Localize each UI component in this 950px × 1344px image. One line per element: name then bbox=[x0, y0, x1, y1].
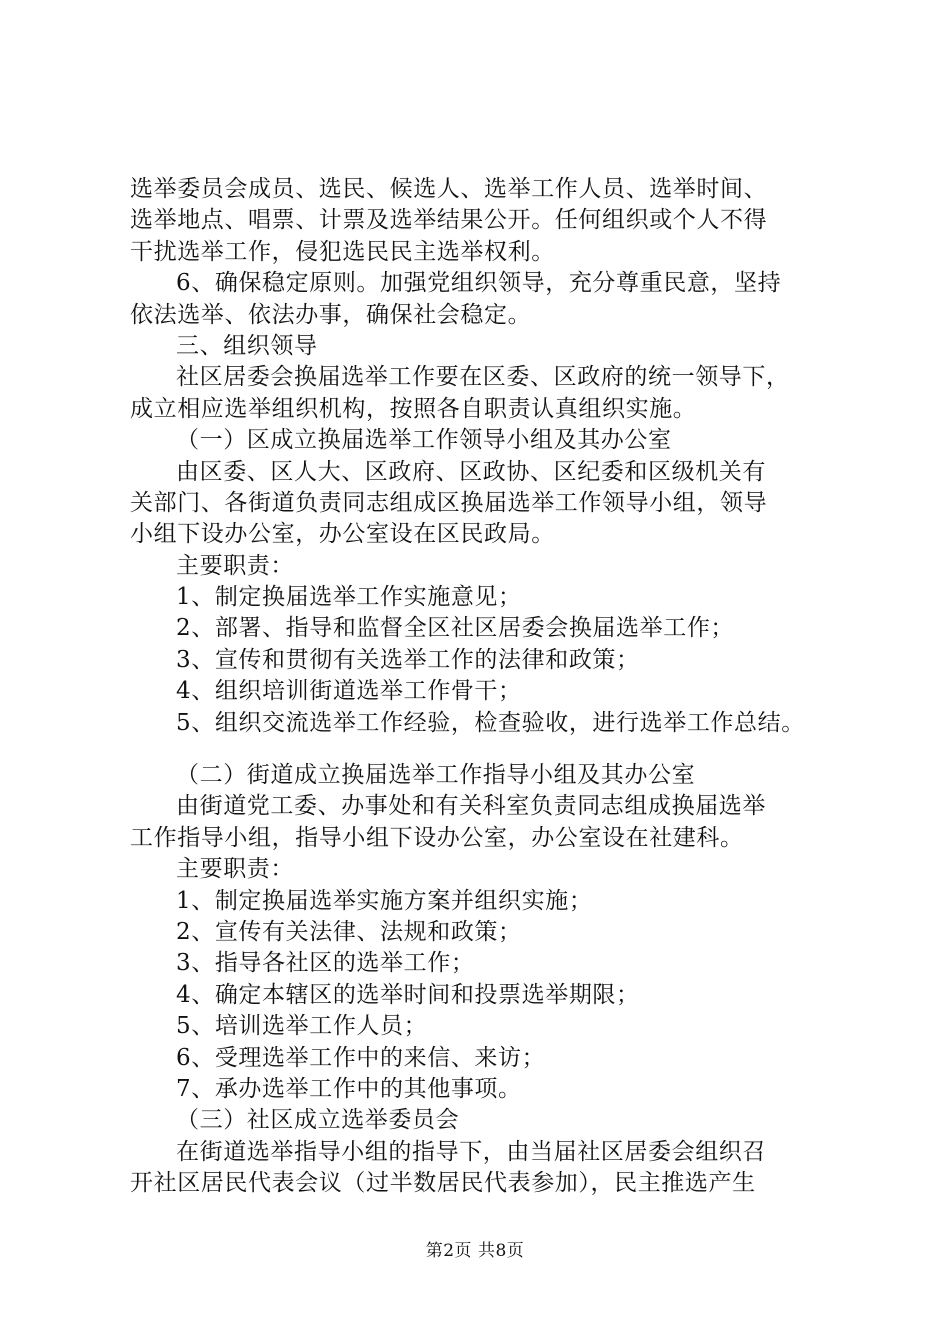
text-line: 主要职责： bbox=[176, 856, 294, 883]
text-line: 成立相应选举组织机构，按照各自职责认真组织实施。 bbox=[130, 395, 697, 422]
list-item: 5、组织交流选举工作经验，检查验收，进行选举工作总结。 bbox=[176, 709, 805, 736]
list-item: 4、组织培训街道选举工作骨干； bbox=[176, 678, 522, 705]
text-line: 依法选举、依法办事，确保社会稳定。 bbox=[130, 301, 532, 328]
text-line: 社区居委会换届选举工作要在区委、区政府的统一领导下， bbox=[176, 364, 790, 391]
list-item: 2、宣传有关法律、法规和政策； bbox=[176, 918, 522, 945]
page-footer: 第2页 共8页 bbox=[425, 1241, 525, 1261]
list-item: 6、受理选举工作中的来信、来访； bbox=[176, 1044, 546, 1071]
list-item: 1、制定换届选举工作实施意见； bbox=[176, 584, 522, 611]
list-item: 3、宣传和贯彻有关选举工作的法律和政策； bbox=[176, 646, 640, 673]
subsection-heading: （三）社区成立选举委员会 bbox=[176, 1107, 460, 1134]
subsection-heading: （一）区成立换届选举工作领导小组及其办公室 bbox=[176, 427, 672, 454]
list-item: 3、指导各社区的选举工作； bbox=[176, 950, 475, 977]
text-line: 主要职责： bbox=[176, 552, 294, 579]
text-line: 关部门、各街道负责同志组成区换届选举工作领导小组，领导 bbox=[130, 489, 768, 516]
text-line: 由街道党工委、办事处和有关科室负责同志组成换届选举 bbox=[176, 793, 766, 820]
list-item: 2、部署、指导和监督全区社区居委会换届选举工作； bbox=[176, 615, 735, 642]
text-line: 开社区居民代表会议（过半数居民代表参加），民主推选产生 bbox=[130, 1170, 756, 1197]
text-line: 干扰选举工作，侵犯选民民主选举权利。 bbox=[130, 238, 555, 265]
list-item: 7、承办选举工作中的其他事项。 bbox=[176, 1075, 522, 1102]
text-line: 选举委员会成员、选民、候选人、选举工作人员、选举时间、 bbox=[130, 176, 768, 202]
subsection-heading: （二）街道成立换届选举工作指导小组及其办公室 bbox=[176, 762, 696, 789]
text-line: 选举地点、唱票、计票及选举结果公开。任何组织或个人不得 bbox=[130, 207, 768, 234]
text-line: 工作指导小组，指导小组下设办公室，办公室设在社建科。 bbox=[130, 824, 744, 851]
list-item: 1、制定换届选举实施方案并组织实施； bbox=[176, 887, 593, 914]
document-body bbox=[130, 174, 850, 1200]
section-heading: 三、组织领导 bbox=[176, 332, 318, 359]
text-line: 在街道选举指导小组的指导下，由当届社区居委会组织召 bbox=[176, 1138, 766, 1165]
list-item: 5、培训选举工作人员； bbox=[176, 1013, 428, 1040]
text-line: 6、确保稳定原则。加强党组织领导，充分尊重民意，坚持 bbox=[176, 270, 782, 297]
text-line: 小组下设办公室，办公室设在区民政局。 bbox=[130, 521, 555, 548]
text-line: 由区委、区人大、区政府、区政协、区纪委和区级机关有 bbox=[176, 458, 766, 485]
list-item: 4、确定本辖区的选举时间和投票选举期限； bbox=[176, 981, 640, 1008]
